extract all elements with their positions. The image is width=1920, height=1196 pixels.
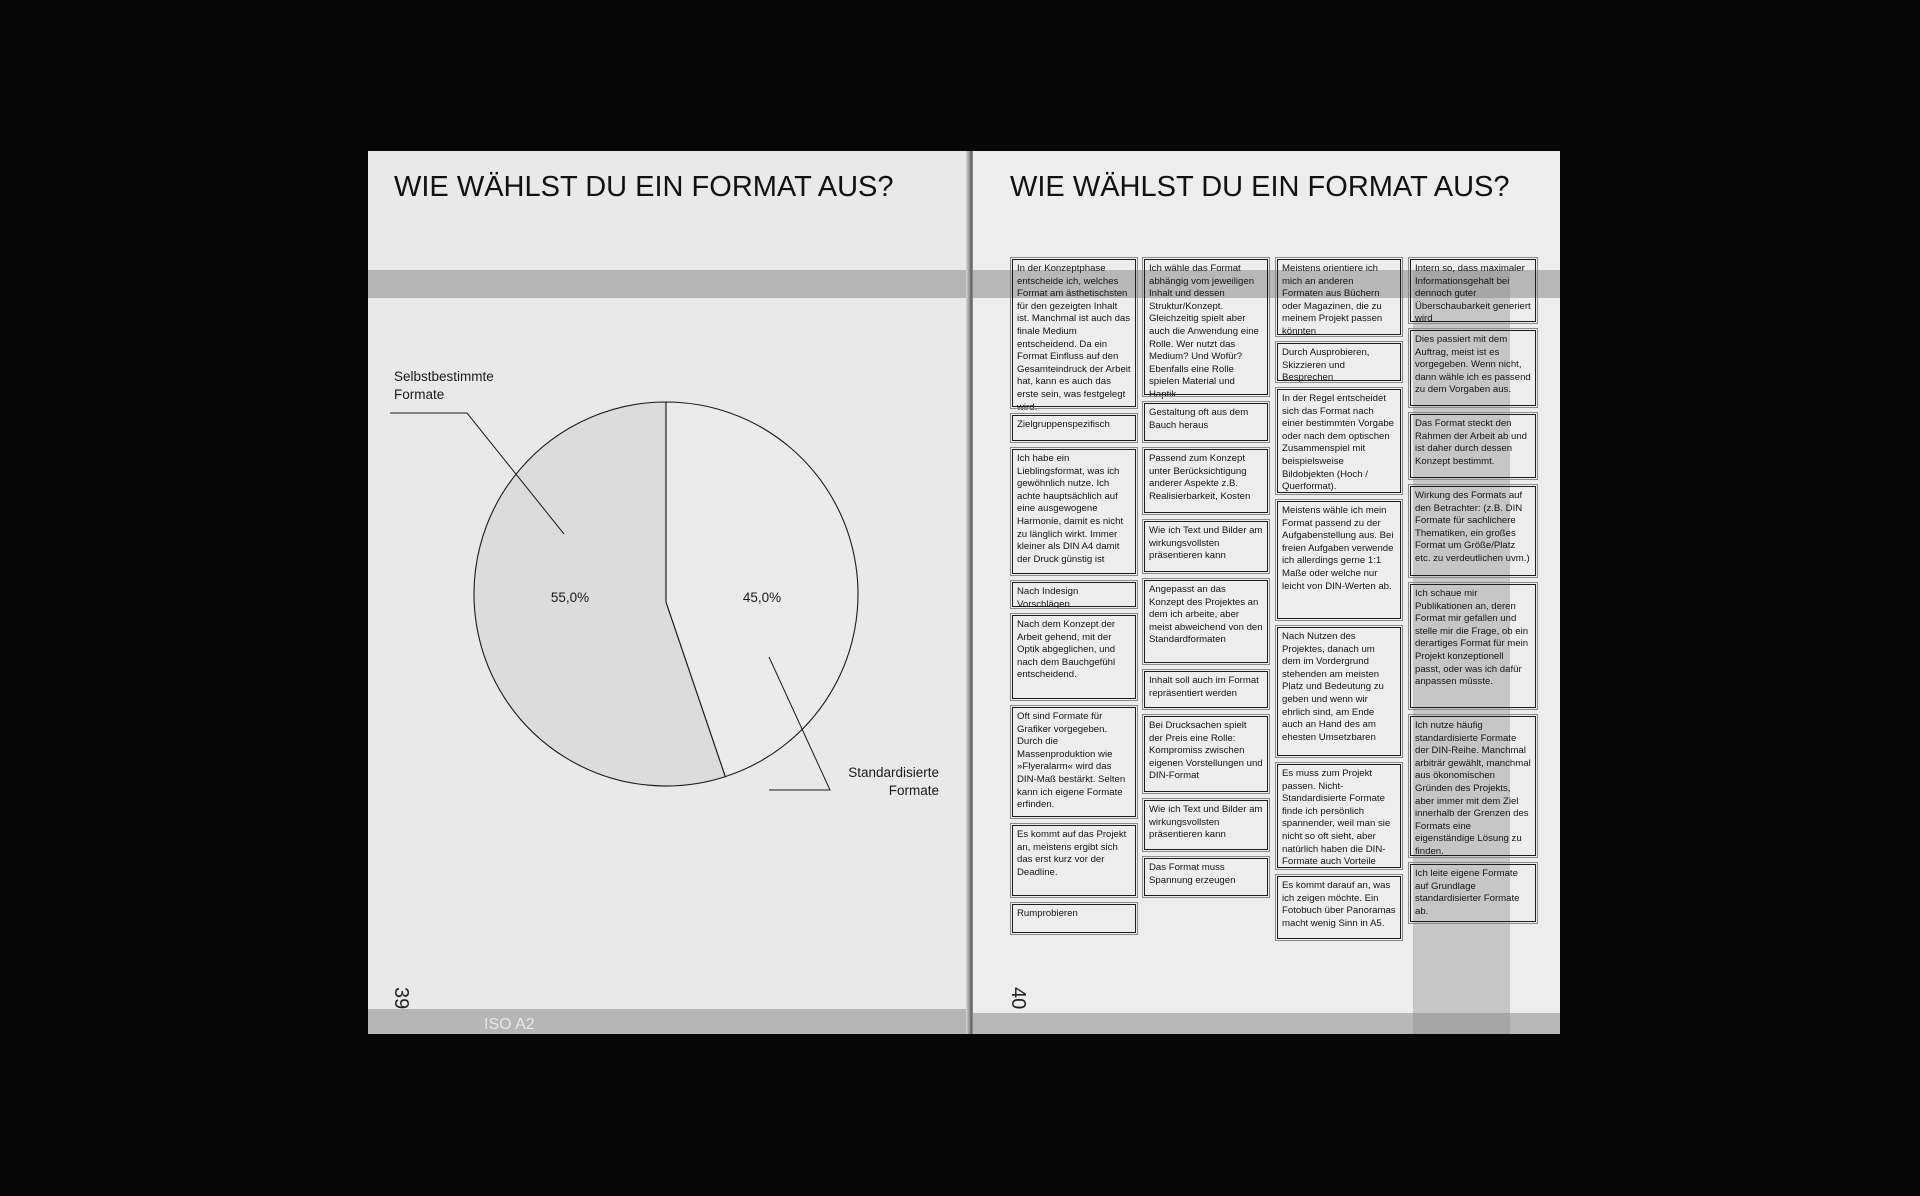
answer-card: Es kommt auf das Projekt an, meistens ergibt sich das erst kurz vor der Deadline.	[1012, 825, 1136, 896]
format-label: ISO A2	[484, 1016, 535, 1033]
answer-card: Nach Indesign Vorschlägen	[1012, 582, 1136, 607]
answer-card: Ich leite eigene Formate auf Grundlage standardisierter Formate ab.	[1410, 864, 1536, 922]
answer-card: Gestaltung oft aus dem Bauch heraus	[1144, 403, 1268, 441]
value-label-standardisierte: 45,0%	[742, 590, 782, 605]
answer-card: Angepasst an das Konzept des Projektes an dem ich arbeite, aber meist abweichend von den Standardformaten	[1144, 580, 1268, 663]
answer-card: Inhalt soll auch im Format repräsentiert werden	[1144, 671, 1268, 708]
answer-card: Intern so, dass maximaler Informationsgehalt bei dennoch guter Überschaubarkeit generiert wird	[1410, 259, 1536, 322]
answer-card: Es kommt darauf an, was ich zeigen möchte. Ein Fotobuch über Panoramas macht wenig Sinn in A5.	[1277, 876, 1401, 939]
answer-card: Es muss zum Projekt passen. Nicht-Standardisierte Formate finde ich persönlich spannender, weil man sie nicht so oft sieht, aber natürlich haben die DIN-Formate auch Vorteile	[1277, 764, 1401, 868]
label-selbstbestimmte-line2: Formate	[394, 387, 445, 402]
answer-card: Meistens wähle ich mein Format passend zu der Aufgabenstellung aus. Bei freien Aufgaben verwende ich allerdings gerne 1:1 Maße oder welche nur leicht von DIN-Werten ab.	[1277, 501, 1401, 619]
right-page	[973, 151, 1560, 1034]
answer-card: Durch Ausprobieren, Skizzieren und Besprechen	[1277, 343, 1401, 381]
answers-column-4	[1410, 259, 1536, 922]
page-title: WIE WÄHLST DU EIN FORMAT AUS?	[1010, 171, 1510, 203]
answer-card: Wie ich Text und Bilder am wirkungsvollsten präsentieren kann	[1144, 521, 1268, 572]
bottom-gray-band	[368, 1009, 969, 1034]
answer-card: Bei Drucksachen spielt der Preis eine Rolle: Kompromiss zwischen eigenen Vorstellungen und DIN-Format	[1144, 716, 1268, 792]
label-standardisierte-line1: Standardisierte	[848, 765, 939, 780]
value-label-selbstbestimmte: 55,0%	[550, 590, 590, 605]
page-title: WIE WÄHLST DU EIN FORMAT AUS?	[394, 171, 894, 203]
answer-card: Passend zum Konzept unter Berücksichtigung anderer Aspekte z.B. Realisierbarkeit, Kosten	[1144, 449, 1268, 513]
answer-card: In der Konzeptphase entscheide ich, welches Format am ästhetischsten für den gezeigten Inhalt ist. Manchmal ist auch das finale Medium entscheidend. Da ein Format Einfluss auf den Gesamteindruck der Arbeit hat, kann es auch das erste sein, was festgelegt wird.	[1012, 259, 1136, 407]
answers-column-3	[1277, 259, 1401, 939]
label-selbstbestimmte-line1: Selbstbestimmte	[394, 369, 494, 384]
answers-column-2	[1144, 259, 1268, 896]
answer-card: Nach Nutzen des Projektes, danach um dem im Vordergrund stehenden am meisten Platz und Bedeutung zu geben und wenn wir ehrlich sind, am Ende auch an Hand des am ehesten Umsetzbaren	[1277, 627, 1401, 756]
answer-card: Ich wähle das Format abhängig vom jeweiligen Inhalt und dessen Struktur/Konzept. Gleichzeitig spielt aber auch die Anwendung eine Rolle. Wer nutzt das Medium? Und Wofür? Ebenfalls eine Rolle spielen Material und Haptik.	[1144, 259, 1268, 395]
answer-card: Zielgruppenspezifisch	[1012, 415, 1136, 441]
answer-card: Ich nutze häufig standardisierte Formate der DIN-Reihe. Manchmal arbiträr gewählt, manchmal aus ökonomischen Gründen des Projekts, aber immer mit dem Ziel innerhalb der Grenzen des Formats eine eigenständige Lösung zu finden.	[1410, 716, 1536, 856]
answer-card: Wie ich Text und Bilder am wirkungsvollsten präsentieren kann	[1144, 800, 1268, 850]
bottom-gray-band	[973, 1013, 1560, 1034]
answer-card: Wirkung des Formats auf den Betrachter: (z.B. DIN Formate für sachlichere Thematiken, ein großes Format um Größe/Platz etc. zu verdeutlichen uvm.)	[1410, 486, 1536, 576]
answer-card: Nach dem Konzept der Arbeit gehend, mit der Optik abgeglichen, und nach dem Bauchgefühl entscheidend.	[1012, 615, 1136, 699]
answer-card: Meistens orientiere ich mich an anderen Formaten aus Büchern oder Magazinen, die zu meinem Projekt passen könnten	[1277, 259, 1401, 335]
answer-card: Das Format steckt den Rahmen der Arbeit ab und ist daher durch dessen Konzept bestimmt.	[1410, 414, 1536, 478]
answer-card: Das Format muss Spannung erzeugen	[1144, 858, 1268, 896]
answer-card: Ich habe ein Lieblingsformat, was ich gewöhnlich nutze. Ich achte hauptsächlich auf eine ausgewogene Harmonie, damit es nicht zu länglich wirkt. Immer kleiner als DIN A4 damit der Druck günstig ist	[1012, 449, 1136, 574]
answer-card: Ich schaue mir Publikationen an, deren Format mir gefallen und stelle mir die Frage, ob ein derartiges Format für mein Projekt konzeptionell passt, oder was ich dafür anpassen müsste.	[1410, 584, 1536, 708]
page-number: 40	[1007, 987, 1029, 1010]
pie-chart	[368, 151, 969, 1034]
answer-card: In der Regel entscheidet sich das Format nach einer bestimmten Vorgabe oder nach dem optischen Zusammenspiel mit beispielsweise Bildobjekten (Hoch / Querformat).	[1277, 389, 1401, 493]
answer-card: Oft sind Formate für Grafiker vorgegeben. Durch die Massenproduktion wie »Flyeralarm« wird das DIN-Maß bestärkt. Selten kann ich eigene Formate erfinden.	[1012, 707, 1136, 817]
page-number: 39	[390, 987, 412, 1010]
left-page	[368, 151, 969, 1034]
answer-card: Rumprobieren	[1012, 904, 1136, 933]
answer-card: Dies passiert mit dem Auftrag, meist ist es vorgegeben. Wenn nicht, dann wähle ich es passend zu dem Vorgaben aus.	[1410, 330, 1536, 406]
label-standardisierte-line2: Formate	[888, 783, 939, 798]
answers-column-1	[1012, 259, 1136, 933]
